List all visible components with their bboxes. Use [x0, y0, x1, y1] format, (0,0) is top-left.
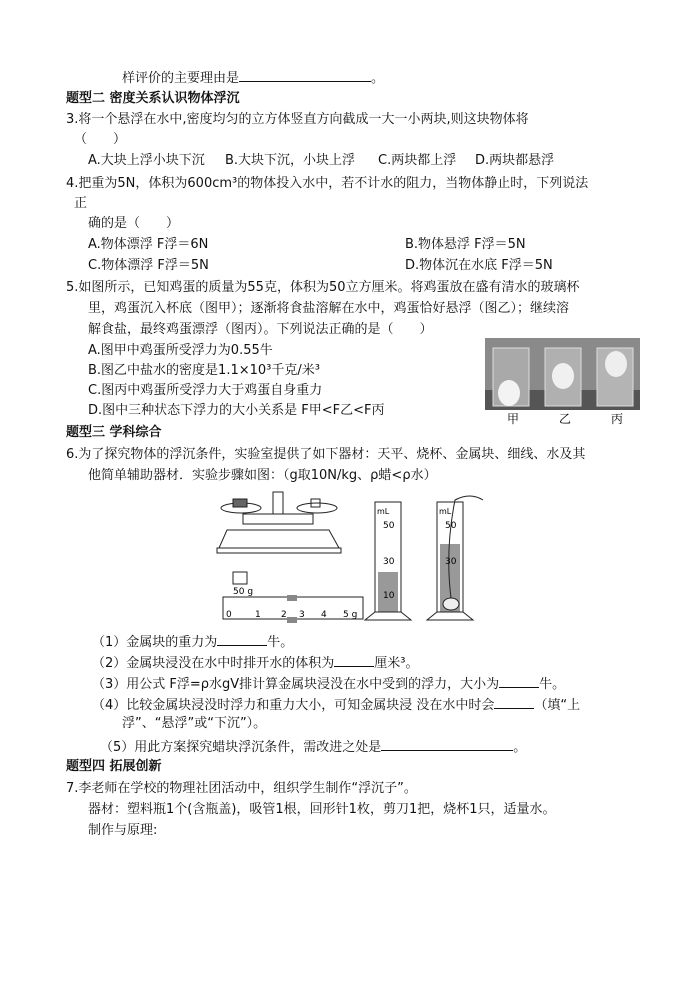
q5-line-3: 解食盐，最终鸡蛋漂浮（图丙）。下列说法正确的是（ ） [88, 322, 433, 337]
q6-sub1-text: （1）金属块的重力为 [92, 635, 218, 650]
photo-label-jia: 甲 [507, 412, 520, 426]
ruler-tick-0: 0 [226, 610, 232, 620]
experiment-figure [215, 490, 495, 625]
q6-sub-2 [92, 653, 419, 673]
q4-stem: 4.把重为5N，体积为600cm³的物体投入水中，若不计水的阻力，当物体静止时，下列说法 [66, 176, 589, 191]
answer-blank [217, 632, 267, 646]
weight-50g-icon [233, 572, 253, 597]
q3-option-d: D.两块都悬浮 [475, 153, 555, 168]
q7-line-2: 器材：塑料瓶1个(含瓶盖)，吸管1根，回形针1枚，剪刀1把，烧杯1只，适量水。 [88, 802, 556, 817]
ruler-tick-2: 2 [281, 610, 287, 620]
q6-line-2: 他简单辅助器材．实验步骤如图：（g取10N/kg、ρ蜡<ρ水） [88, 468, 437, 483]
cyl2-mark-50: 50 [445, 521, 457, 531]
cylinder2-unit: mL [439, 507, 452, 516]
q6-sub-4-cont: 浮”、“悬浮”或“下沉”）。 [122, 716, 267, 731]
q6-line-1: 6.为了探究物体的浮沉条件，实验室提供了如下器材：天平、烧杯、金属块、细线、水及其 [66, 447, 586, 462]
weight-label: 50 g [233, 587, 254, 597]
q3-option-a: A.大块上浮小块下沉 [88, 153, 205, 168]
q6-sub-3 [92, 674, 565, 694]
q5-line-2: 里，鸡蛋沉入杯底（图甲）；逐渐将食盐溶解在水中，鸡蛋恰好悬浮（图乙）；继续溶 [88, 301, 570, 316]
q6-sub-1 [92, 632, 293, 652]
q6-sub-4 [92, 695, 580, 715]
section-heading-2: 题型二 密度关系认识物体浮沉 [66, 91, 240, 106]
balance-icon [217, 492, 341, 553]
cylinder1-unit: mL [377, 507, 390, 516]
q6-sub4-text: （4）比较金属块浸没时浮力和重力大小，可知金属块浸 没在水中时会 [92, 698, 495, 713]
cyl1-mark-30: 30 [383, 557, 395, 567]
q6-sub1-end: 牛。 [267, 635, 294, 650]
q7-line-1: 7.李老师在学校的物理社团活动中，组织学生制作“浮沉子”。 [66, 781, 417, 796]
answer-blank [381, 737, 513, 751]
q4-option-b: B.物体悬浮 F浮＝5N [405, 237, 526, 252]
q3-option-b: B.大块下沉，小块上浮 [225, 153, 356, 168]
ruler-tick-4: 4 [321, 610, 327, 620]
q6-sub3-text: （3）用公式 F浮=ρ水gV排计算金属块浸没在水中受到的浮力，大小为 [92, 677, 500, 692]
q5-option-a: A.图甲中鸡蛋所受浮力为0.55牛 [88, 343, 273, 358]
q6-sub4-end: （填“上 [534, 698, 581, 713]
q6-sub5-text: （5）用此方案探究蜡块浮沉条件，需改进之处是 [100, 740, 382, 755]
cyl2-mark-30: 30 [445, 557, 457, 567]
cyl1-mark-10: 10 [383, 591, 395, 601]
q3-option-c: C.两块都上浮 [378, 153, 457, 168]
ruler-tick-3: 3 [299, 610, 305, 620]
q5-line-1: 5.如图所示，已知鸡蛋的质量为55克，体积为50立方厘米。将鸡蛋放在盛有清水的玻璃杯 [66, 280, 580, 295]
q7-line-3: 制作与原理: [88, 823, 158, 838]
egg-photo [485, 338, 640, 426]
answer-blank [499, 674, 539, 688]
q4-option-c: C.物体漂浮 F浮＝5N [88, 258, 209, 273]
q6-sub-5 [100, 737, 526, 757]
ruler-tick-5: 5 g [343, 610, 358, 620]
cyl1-mark-50: 50 [383, 521, 395, 531]
answer-blank [239, 68, 371, 82]
ruler-scale [223, 595, 363, 623]
q6-sub2-end: 厘米³。 [374, 656, 419, 671]
section-heading-4: 题型四 拓展创新 [66, 759, 162, 774]
q6-sub2-text: （2）金属块浸没在水中时排开水的体积为 [92, 656, 335, 671]
q2-tail [122, 68, 384, 88]
q6-sub5-end: 。 [513, 740, 527, 755]
photo-label-bing: 丙 [611, 412, 624, 426]
q5-option-d: D.图中三种状态下浮力的大小关系是 F甲<F乙<F丙 [88, 403, 385, 418]
answer-blank [494, 695, 534, 709]
q4-stem2: 正 [74, 196, 88, 211]
q2-tail-text: 样评价的主要理由是 [122, 71, 240, 86]
answer-blank [334, 653, 374, 667]
section-heading-3: 题型三 学科综合 [66, 425, 162, 440]
q4-stem3: 确的是（ ） [88, 216, 180, 231]
q6-sub3-end: 牛。 [539, 677, 566, 692]
q4-option-d: D.物体沉在水底 F浮＝5N [405, 258, 553, 273]
q3-stem: 3.将一个悬浮在水中,密度均匀的立方体竖直方向截成一大一小两块,则这块物体将 [66, 112, 529, 127]
measuring-cylinder-2 [427, 496, 483, 620]
q5-option-c: C.图丙中鸡蛋所受浮力大于鸡蛋自身重力 [88, 383, 323, 398]
q4-option-a: A.物体漂浮 F浮＝6N [88, 237, 209, 252]
ruler-tick-1: 1 [255, 610, 261, 620]
q5-option-b: B.图乙中盐水的密度是1.1×10³千克/米³ [88, 363, 320, 378]
photo-label-yi: 乙 [559, 412, 572, 426]
measuring-cylinder-1 [365, 502, 411, 620]
q3-paren: （ ） [74, 132, 127, 147]
q2-tail-end: 。 [371, 71, 385, 86]
